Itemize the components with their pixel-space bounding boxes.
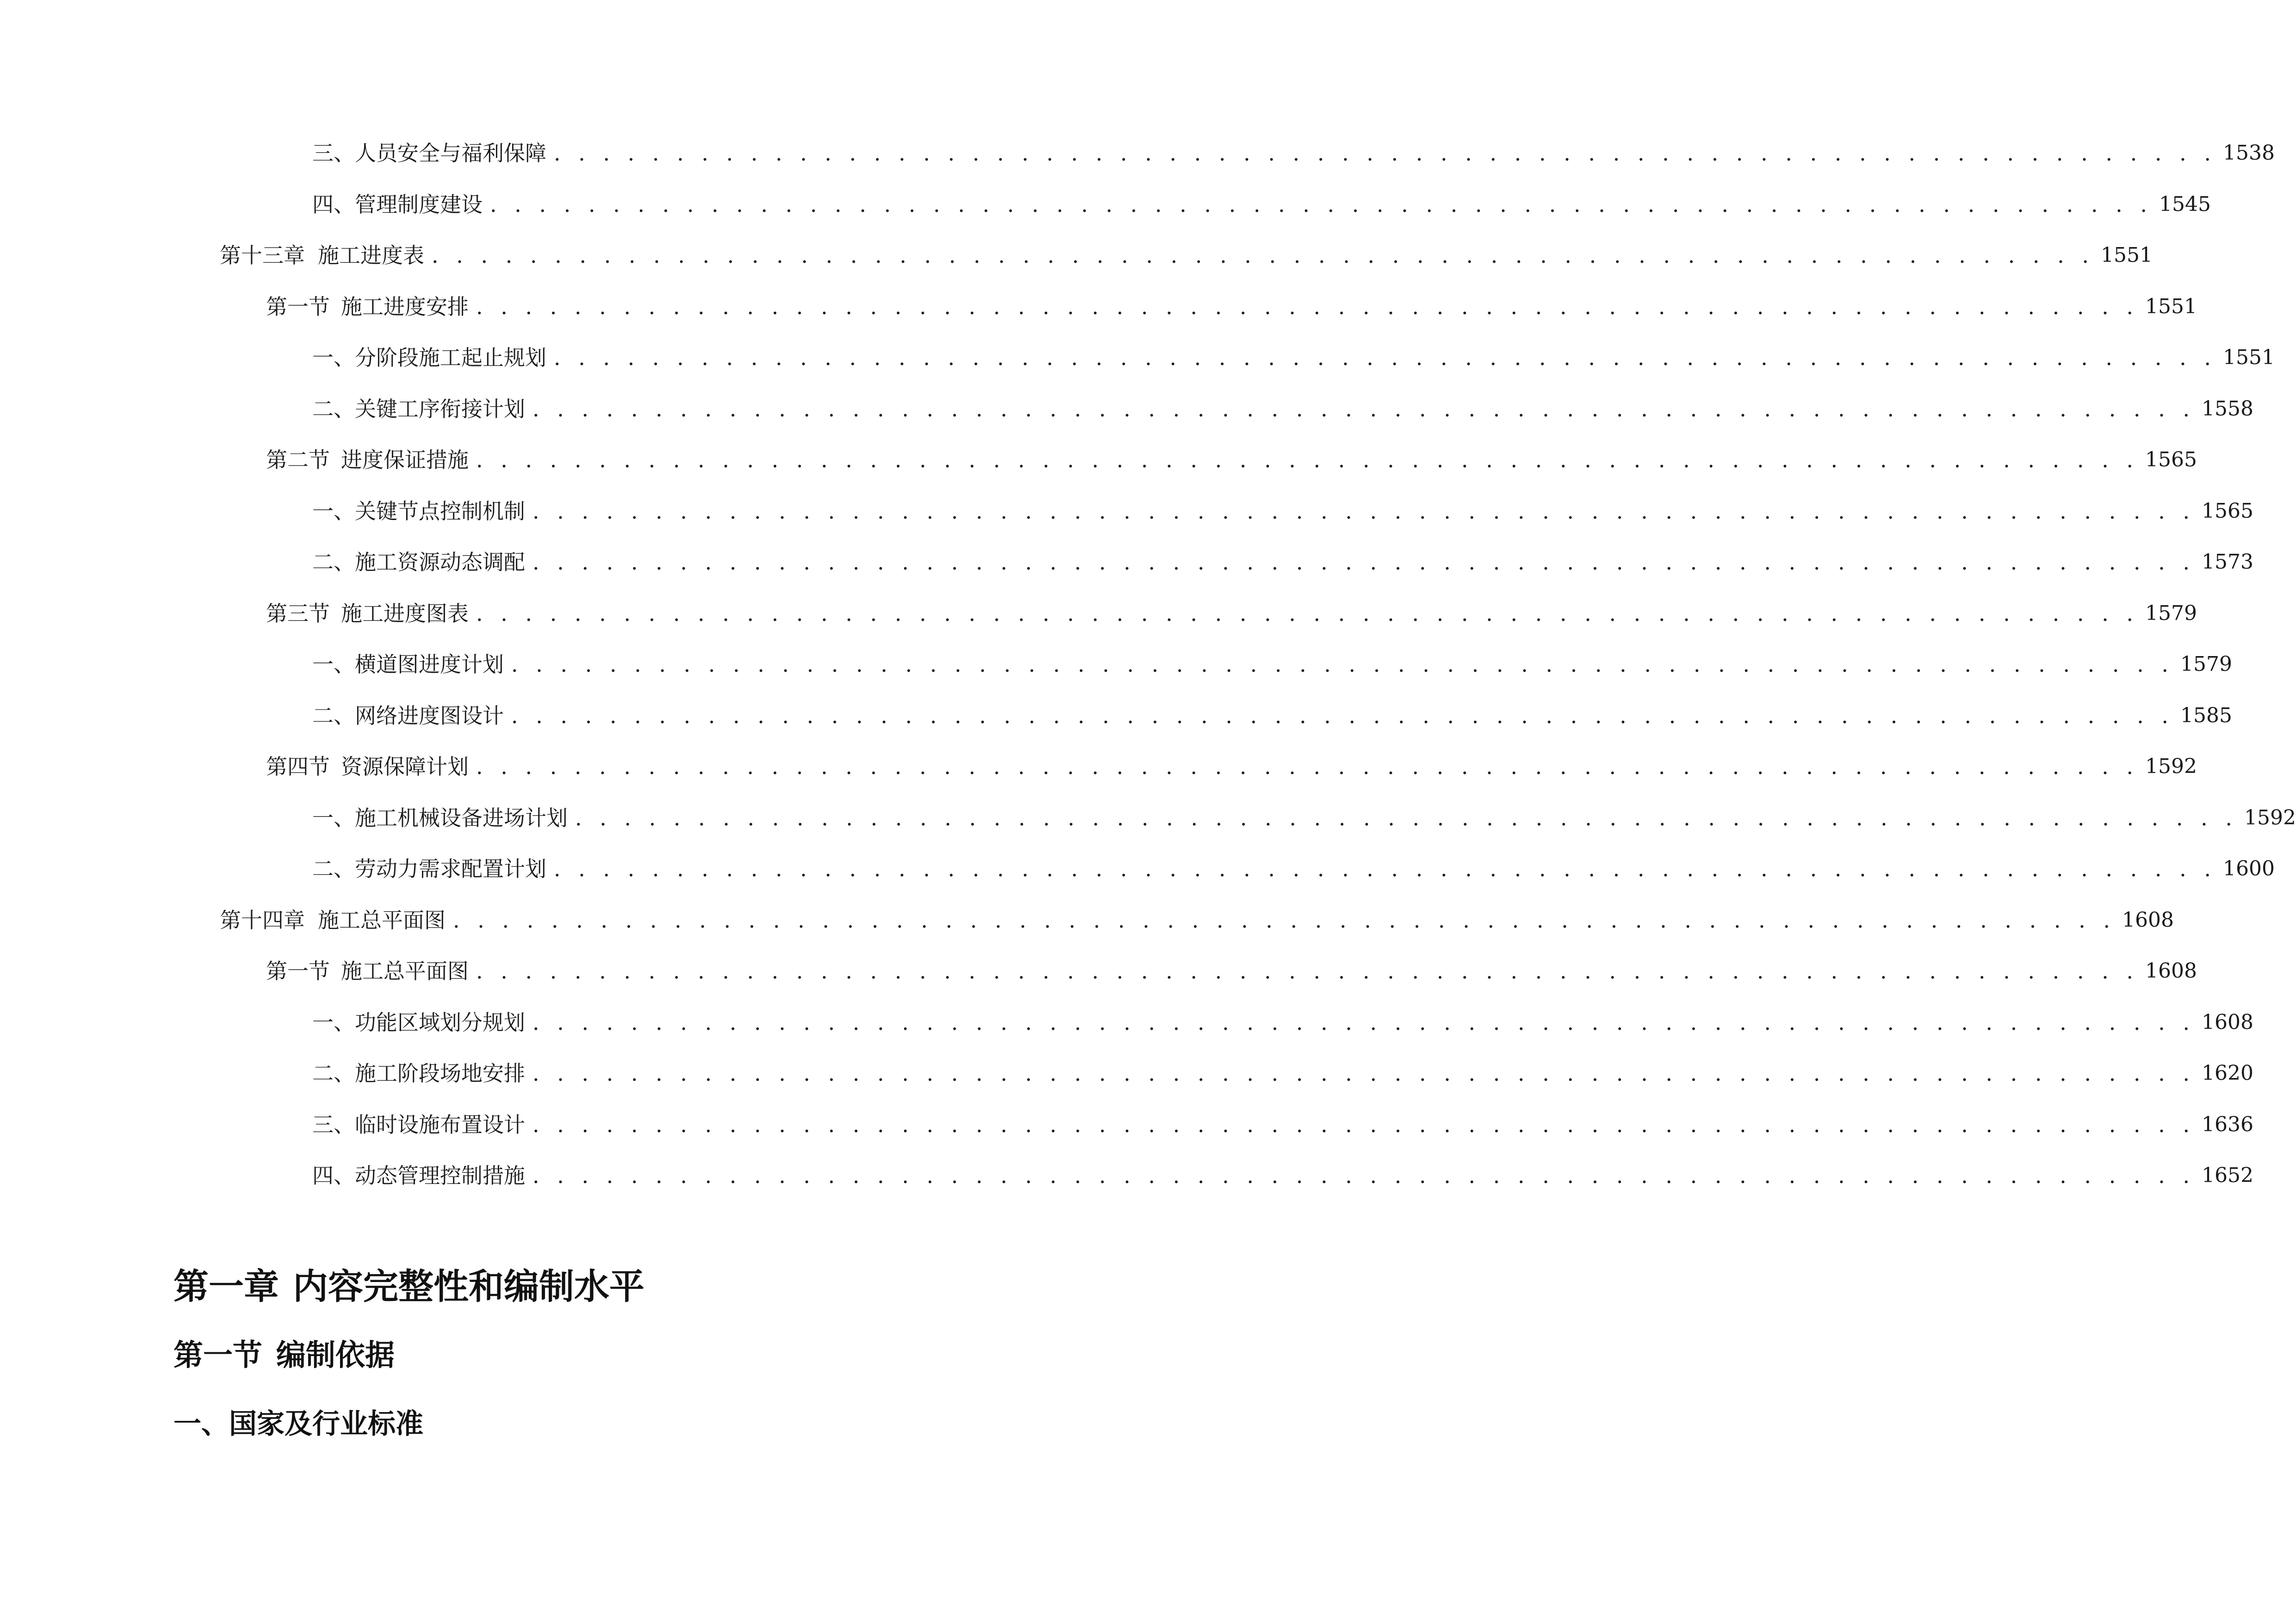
toc-dot-leader: . . . . . . . . . . . . . . . . . . . . . . . . . . . . . . . . . . . . . . . . . . . . . . . . . . . . . . . . . . . . . . . . . . . . <box>532 1163 2195 1188</box>
toc-entry-title: 横道图进度计划 <box>355 652 504 677</box>
toc-entry-title: 管理制度建设 <box>355 192 483 217</box>
toc-page-number: 1565 <box>2145 448 2197 471</box>
toc-dot-leader: . . . . . . . . . . . . . . . . . . . . . . . . . . . . . . . . . . . . . . . . . . . . . . . . . . . . . . . . . . . . . . . . . . . . <box>532 499 2195 524</box>
toc-dot-leader: . . . . . . . . . . . . . . . . . . . . . . . . . . . . . . . . . . . . . . . . . . . . . . . . . . . . . . . . . . . . . . . . . . . . <box>476 601 2139 626</box>
toc-entry-title: 施工资源动态调配 <box>355 550 525 575</box>
toc-entry[interactable] <box>312 853 2275 885</box>
toc-entry[interactable] <box>312 393 2253 425</box>
toc-page-number: 1620 <box>2201 1061 2253 1085</box>
toc-entry-number: 二、 <box>312 396 355 421</box>
toc-page-number: 1608 <box>2122 908 2174 932</box>
toc-page-number: 1538 <box>2222 141 2275 165</box>
toc-entry-number: 二、 <box>312 550 355 575</box>
toc-entry-number: 一、 <box>312 1010 355 1035</box>
toc-page-number: 1592 <box>2145 755 2197 778</box>
toc-page-number: 1608 <box>2201 1010 2253 1034</box>
chapter-heading <box>173 1258 644 1309</box>
toc-entry-title: 关键节点控制机制 <box>355 499 525 524</box>
toc-dot-leader: . . . . . . . . . . . . . . . . . . . . . . . . . . . . . . . . . . . . . . . . . . . . . . . . . . . . . . . . . . . . . . . . . . . . <box>554 141 2216 166</box>
toc-entry[interactable] <box>312 495 2253 527</box>
toc-dot-leader: . . . . . . . . . . . . . . . . . . . . . . . . . . . . . . . . . . . . . . . . . . . . . . . . . . . . . . . . . . . . . . . . . . . . <box>511 652 2174 677</box>
toc-entry[interactable] <box>266 444 2197 476</box>
toc-entry-title: 劳动力需求配置计划 <box>355 856 546 881</box>
toc-page-number: 1608 <box>2145 959 2197 983</box>
toc-page-number: 1551 <box>2222 346 2275 369</box>
toc-entry[interactable] <box>312 546 2253 578</box>
toc-entry-title: 分阶段施工起止规划 <box>355 345 546 370</box>
toc-entry-number: 一、 <box>312 499 355 524</box>
subsection-heading: 一、国家及行业标准 <box>173 1408 423 1440</box>
toc-page-number: 1545 <box>2159 192 2211 216</box>
toc-page-number: 1565 <box>2201 499 2253 523</box>
toc-dot-leader: . . . . . . . . . . . . . . . . . . . . . . . . . . . . . . . . . . . . . . . . . . . . . . . . . . . . . . . . . . . . . . . . . . . . <box>532 1061 2195 1086</box>
toc-entry-title: 动态管理控制措施 <box>355 1163 525 1188</box>
toc-entry[interactable] <box>266 750 2197 783</box>
toc-entry[interactable] <box>266 597 2197 630</box>
toc-entry-number: 三、 <box>312 141 355 166</box>
toc-entry-number: 第四节 <box>266 754 330 779</box>
toc-dot-leader: . . . . . . . . . . . . . . . . . . . . . . . . . . . . . . . . . . . . . . . . . . . . . . . . . . . . . . . . . . . . . . . . . . . . <box>432 243 2094 268</box>
toc-dot-leader: . . . . . . . . . . . . . . . . . . . . . . . . . . . . . . . . . . . . . . . . . . . . . . . . . . . . . . . . . . . . . . . . . . . . <box>532 1010 2195 1035</box>
toc-page-number: 1600 <box>2222 857 2275 880</box>
toc-entry[interactable] <box>312 648 2232 681</box>
toc-page-number: 1636 <box>2201 1113 2253 1136</box>
toc-entry-number: 一、 <box>312 652 355 677</box>
toc-entry-title: 施工阶段场地安排 <box>355 1061 525 1086</box>
toc-dot-leader: . . . . . . . . . . . . . . . . . . . . . . . . . . . . . . . . . . . . . . . . . . . . . . . . . . . . . . . . . . . . . . . . . . . . <box>532 1112 2195 1137</box>
toc-entry-title: 进度保证措施 <box>341 447 469 472</box>
toc-entry-number: 第一节 <box>266 959 330 984</box>
toc-entry[interactable] <box>312 802 2296 834</box>
toc-entry-number: 一、 <box>312 345 355 370</box>
toc-entry-title: 施工进度表 <box>318 243 424 268</box>
toc-entry[interactable] <box>312 1006 2253 1039</box>
toc-entry[interactable] <box>312 1159 2253 1192</box>
toc-entry-number: 第一节 <box>266 294 330 319</box>
toc-dot-leader: . . . . . . . . . . . . . . . . . . . . . . . . . . . . . . . . . . . . . . . . . . . . . . . . . . . . . . . . . . . . . . . . . . . . <box>554 856 2216 881</box>
toc-dot-leader: . . . . . . . . . . . . . . . . . . . . . . . . . . . . . . . . . . . . . . . . . . . . . . . . . . . . . . . . . . . . . . . . . . . . <box>476 959 2139 984</box>
chapter-title: 内容完整性和编制水平 <box>293 1266 644 1307</box>
toc-entry-number: 第二节 <box>266 447 330 472</box>
toc-page-number: 1579 <box>2180 652 2232 676</box>
toc-dot-leader: . . . . . . . . . . . . . . . . . . . . . . . . . . . . . . . . . . . . . . . . . . . . . . . . . . . . . . . . . . . . . . . . . . . . <box>532 550 2195 575</box>
toc-dot-leader: . . . . . . . . . . . . . . . . . . . . . . . . . . . . . . . . . . . . . . . . . . . . . . . . . . . . . . . . . . . . . . . . . . . . <box>476 294 2139 319</box>
toc-entry-number: 二、 <box>312 703 355 728</box>
toc-entry-title: 网络进度图设计 <box>355 703 504 728</box>
toc-dot-leader: . . . . . . . . . . . . . . . . . . . . . . . . . . . . . . . . . . . . . . . . . . . . . . . . . . . . . . . . . . . . . . . . . . . . <box>490 192 2153 217</box>
toc-entry[interactable] <box>312 700 2232 732</box>
toc-dot-leader: . . . . . . . . . . . . . . . . . . . . . . . . . . . . . . . . . . . . . . . . . . . . . . . . . . . . . . . . . . . . . . . . . . . . <box>511 703 2174 728</box>
section-heading <box>173 1332 395 1374</box>
toc-entry-title: 施工总平面图 <box>318 908 446 933</box>
toc-page-number: 1573 <box>2201 550 2253 574</box>
toc-entry-title: 施工总平面图 <box>341 959 469 984</box>
toc-entry-number: 三、 <box>312 1112 355 1137</box>
toc-entry-title: 临时设施布置设计 <box>355 1112 525 1137</box>
toc-entry-title: 施工机械设备进场计划 <box>355 805 568 830</box>
toc-dot-leader: . . . . . . . . . . . . . . . . . . . . . . . . . . . . . . . . . . . . . . . . . . . . . . . . . . . . . . . . . . . . . . . . . . . . <box>532 396 2195 421</box>
toc-entry-number: 第十三章 <box>220 243 305 268</box>
toc-entry-title: 施工进度安排 <box>341 294 469 319</box>
toc-entry-title: 资源保障计划 <box>341 754 469 779</box>
toc-entry-number: 二、 <box>312 856 355 881</box>
toc-entry-number: 二、 <box>312 1061 355 1086</box>
toc-page-number: 1551 <box>2100 243 2153 267</box>
toc-entry-title: 功能区域划分规划 <box>355 1010 525 1035</box>
chapter-number: 第一章 <box>173 1266 279 1307</box>
toc-entry[interactable] <box>312 188 2211 221</box>
toc-entry[interactable] <box>220 904 2174 936</box>
toc-page-number: 1558 <box>2201 397 2253 421</box>
toc-entry-title: 关键工序衔接计划 <box>355 396 525 421</box>
toc-entry-number: 第三节 <box>266 601 330 626</box>
toc-entry-title: 施工进度图表 <box>341 601 469 626</box>
toc-entry-number: 四、 <box>312 1163 355 1188</box>
toc-dot-leader: . . . . . . . . . . . . . . . . . . . . . . . . . . . . . . . . . . . . . . . . . . . . . . . . . . . . . . . . . . . . . . . . . . . . <box>554 345 2216 370</box>
toc-page-number: 1551 <box>2145 295 2197 318</box>
toc-entry[interactable] <box>266 955 2197 987</box>
section-number: 第一节 <box>173 1338 262 1373</box>
toc-entry-title: 人员安全与福利保障 <box>355 141 546 166</box>
toc-entry[interactable] <box>312 1057 2253 1090</box>
toc-dot-leader: . . . . . . . . . . . . . . . . . . . . . . . . . . . . . . . . . . . . . . . . . . . . . . . . . . . . . . . . . . . . . . . . . . . . <box>453 908 2116 933</box>
toc-entry-number: 四、 <box>312 192 355 217</box>
toc-page-number: 1579 <box>2145 601 2197 625</box>
toc-dot-leader: . . . . . . . . . . . . . . . . . . . . . . . . . . . . . . . . . . . . . . . . . . . . . . . . . . . . . . . . . . . . . . . . . . . . <box>476 754 2139 779</box>
toc-dot-leader: . . . . . . . . . . . . . . . . . . . . . . . . . . . . . . . . . . . . . . . . . . . . . . . . . . . . . . . . . . . . . . . . . . . . <box>476 447 2139 472</box>
toc-page-number: 1585 <box>2180 704 2232 727</box>
toc-entry-number: 第十四章 <box>220 908 305 933</box>
section-title: 编制依据 <box>276 1338 395 1373</box>
toc-entry[interactable] <box>220 239 2153 272</box>
toc-entry[interactable] <box>312 341 2275 374</box>
toc-entry[interactable] <box>312 1109 2253 1141</box>
toc-dot-leader: . . . . . . . . . . . . . . . . . . . . . . . . . . . . . . . . . . . . . . . . . . . . . . . . . . . . . . . . . . . . . . . . . . . . <box>575 805 2238 830</box>
toc-entry[interactable] <box>266 291 2197 323</box>
toc-page-number: 1652 <box>2201 1164 2253 1187</box>
toc-page-number: 1592 <box>2244 806 2296 830</box>
toc-entry-number: 一、 <box>312 805 355 830</box>
toc-entry[interactable] <box>312 137 2275 169</box>
